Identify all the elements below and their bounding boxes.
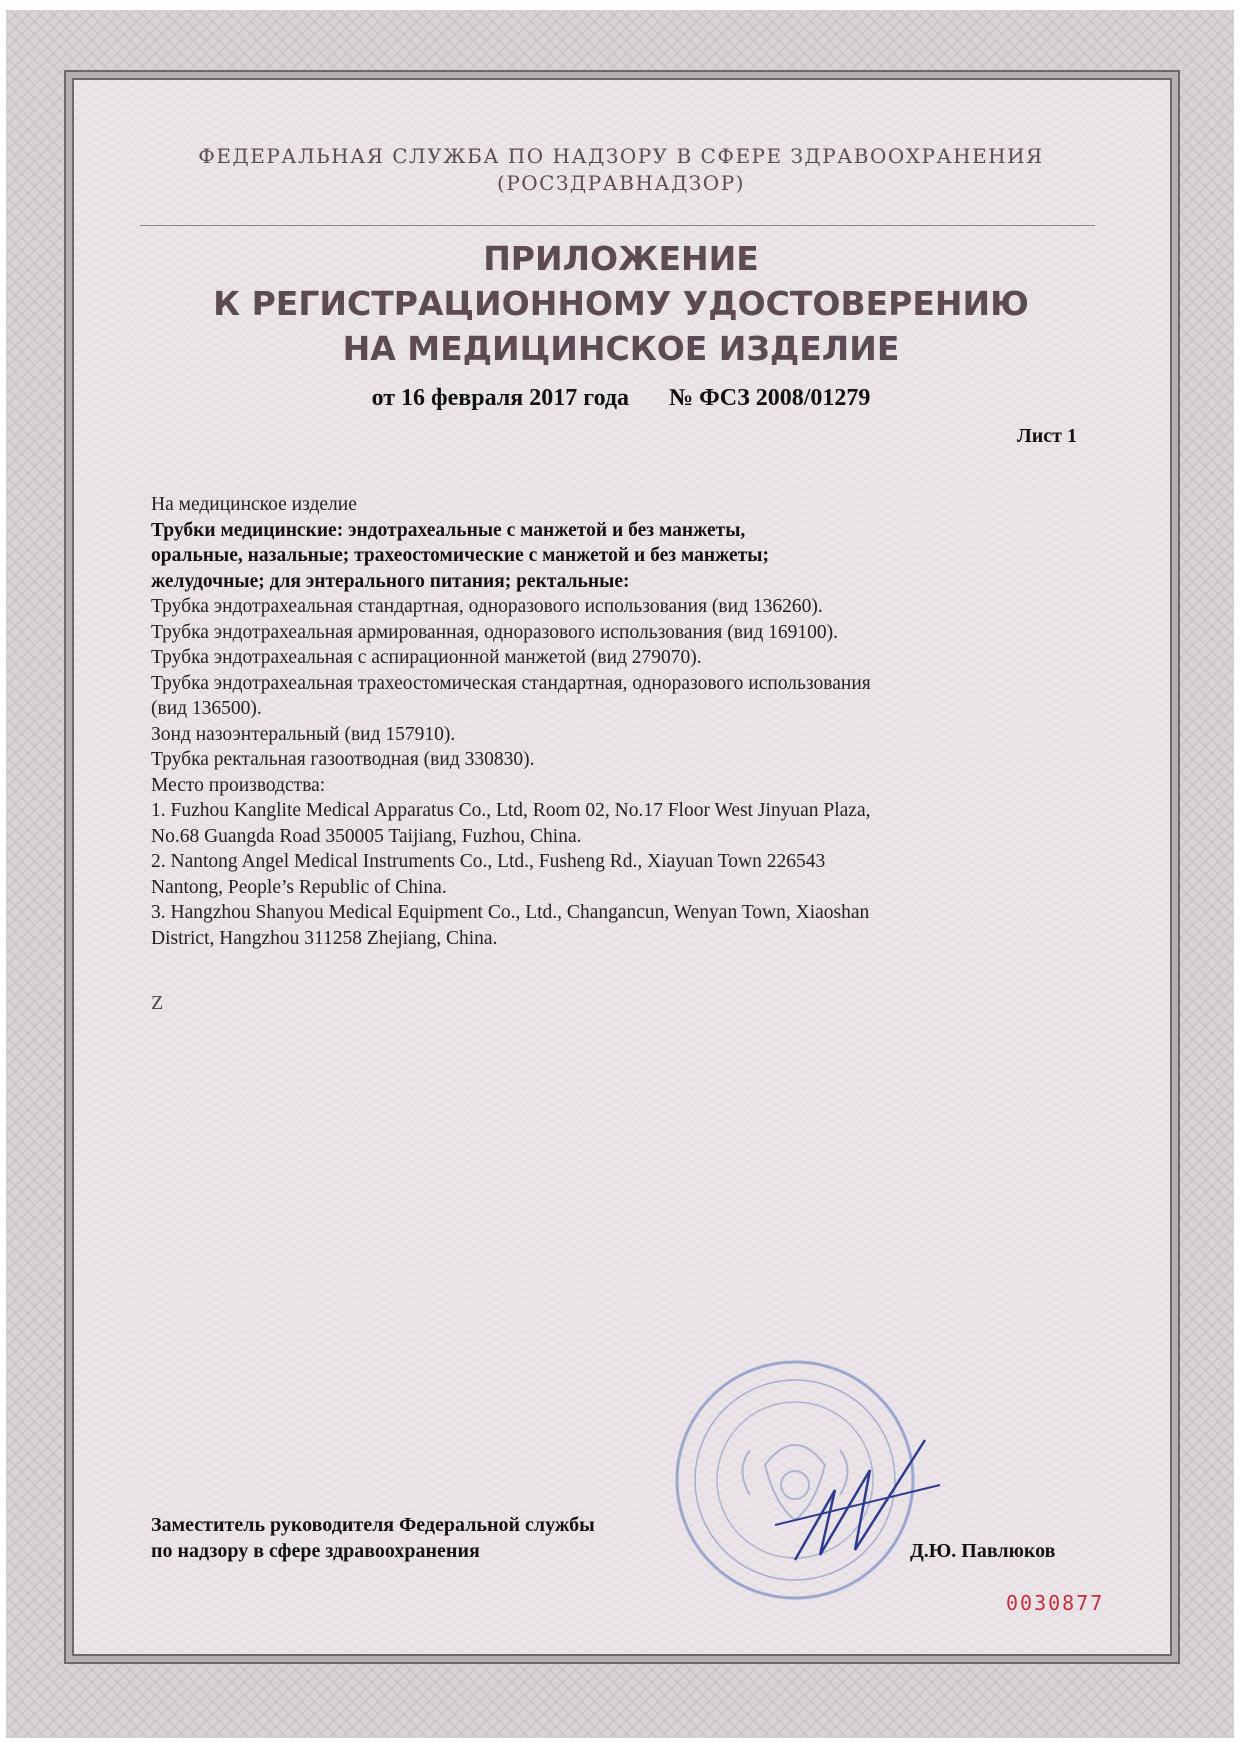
production-site-line: 2. Nantong Angel Medical Instruments Co., Ltd., Fusheng Rd., Xiayuan Town 226543 (151, 851, 826, 872)
production-site-line: District, Hangzhou 311258 Zhejiang, China. (151, 927, 498, 949)
title-line-3: НА МЕДИЦИНСКОЕ ИЗДЕЛИЕ (342, 329, 900, 368)
signer-title (151, 1512, 595, 1564)
certificate-date: от 16 февраля 2017 года (371, 385, 630, 411)
agency-header (0, 143, 1242, 197)
document-title (0, 236, 1242, 371)
item-line: Трубка эндотрахеальная армированная, одноразового использования (вид 169100). (151, 621, 839, 643)
title-line-1: ПРИЛОЖЕНИЕ (483, 239, 759, 278)
signer-title-line-2: по надзору в сфере здравоохранения (151, 1540, 480, 1562)
signer-title-line-1: Заместитель руководителя Федеральной службы (151, 1514, 595, 1536)
agency-abbreviation: (РОСЗДРАВНАДЗОР) (497, 171, 745, 195)
production-site-line: Nantong, People’s Republic of China. (151, 876, 447, 898)
item-line: Трубка эндотрахеальная трахеостомическая стандартная, одноразового использования (151, 672, 871, 694)
item-line: Трубка эндотрахеальная стандартная, одноразового использования (вид 136260). (151, 596, 823, 617)
serial-number: 0030877 (1006, 1591, 1105, 1615)
signer-name: Д.Ю. Павлюков (910, 1540, 1056, 1562)
certificate-date-line (0, 385, 1242, 412)
production-site-line: 3. Hangzhou Shanyou Medical Equipment Co., Ltd., Changancun, Wenyan Town, Xiaoshan (151, 902, 870, 923)
item-line: (вид 136500). (151, 698, 262, 719)
item-line: Трубка эндотрахеальная с аспирационной манжетой (вид 279070). (151, 647, 702, 668)
sheet-number: Лист 1 (1016, 425, 1077, 447)
header-divider (140, 225, 1095, 226)
title-line-2: К РЕГИСТРАЦИОННОМУ УДОСТОВЕРЕНИЮ (213, 284, 1029, 323)
agency-name: ФЕДЕРАЛЬНАЯ СЛУЖБА ПО НАДЗОРУ В СФЕРЕ ЗДРАВООХРАНЕНИЯ (198, 144, 1044, 168)
product-name-line: Трубки медицинские: эндотрахеальные с манжетой и без манжеты, (151, 519, 746, 541)
production-site-line: 1. Fuzhou Kanglite Medical Apparatus Co., Ltd, Room 02, No.17 Floor West Jinyuan Plaza, (151, 800, 871, 821)
end-mark: Z (151, 992, 164, 1014)
intro-text: На медицинское изделие (151, 494, 357, 515)
product-name-line: желудочные; для энтерального питания; ректальные: (151, 570, 630, 592)
document-body (151, 492, 1091, 951)
product-name-line: оральные, назальные; трахеостомические с манжетой и без манжеты; (151, 545, 769, 566)
production-site-line: No.68 Guangda Road 350005 Taijiang, Fuzhou, China. (151, 825, 582, 847)
production-label: Место производства: (151, 774, 326, 796)
item-line: Зонд назоэнтеральный (вид 157910). (151, 723, 456, 745)
item-line: Трубка ректальная газоотводная (вид 330830). (151, 749, 535, 770)
certificate-number: № ФСЗ 2008/01279 (669, 385, 871, 411)
